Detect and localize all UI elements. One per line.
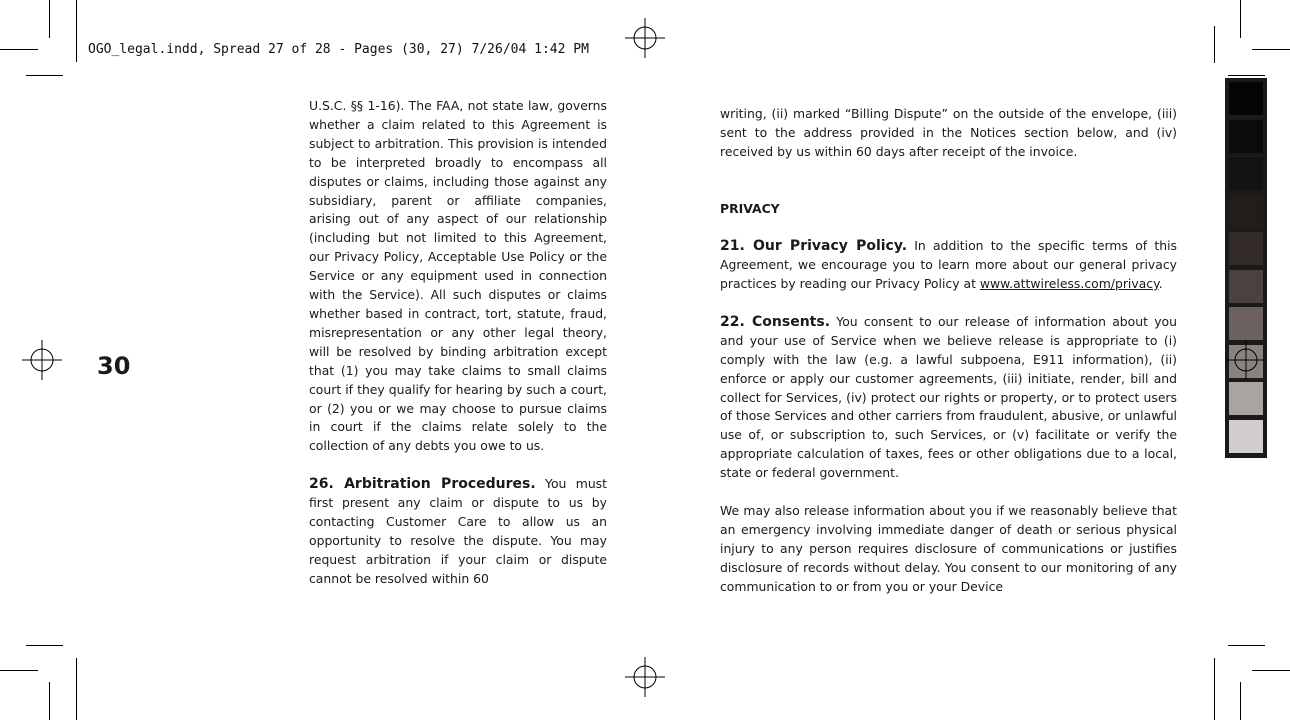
crop-mark bbox=[1214, 658, 1215, 720]
crop-mark bbox=[0, 49, 38, 50]
punctuation: . bbox=[1158, 276, 1163, 292]
section-21 bbox=[720, 237, 1177, 294]
privacy-heading: PRIVACY bbox=[720, 200, 780, 216]
page-number: 30 bbox=[97, 352, 131, 380]
color-swatch bbox=[1229, 307, 1263, 340]
registration-mark-icon bbox=[625, 657, 665, 697]
crop-mark bbox=[76, 0, 77, 62]
section-heading: 22. Consents. bbox=[720, 313, 831, 330]
section-text: You consent to our release of information about you and your use of Service when we believe release is appropriate to (i) comply with the law (e.g. a lawful subpoena, E911 information), (ii) enforce or apply our customer agreements, (iii) initiate, render, bill and collect for Services, (iv) protect our rights or property, or to protect users of those Services and other carriers from fraudulent, abusive, or unlawful use of, or subscription to, such Services, or (v) facilitate or verify the appropriate calculation of taxes, fees or other obligations due to a local, state or federal government. bbox=[720, 313, 1177, 481]
color-swatch bbox=[1229, 157, 1263, 190]
crop-mark bbox=[1252, 670, 1290, 671]
privacy-policy-link[interactable]: www.attwireless.com/privacy bbox=[979, 276, 1159, 292]
paragraph: We may also release information about you if we reasonably believe that an emergency involving immediate danger of death or serious physical injury to any person requires disclosure of communications or justifies disclosure of records without delay. You consent to our monitoring of any communication to or from you or your Device bbox=[720, 502, 1177, 594]
left-column bbox=[309, 97, 607, 589]
crop-mark bbox=[76, 658, 77, 720]
registration-mark-icon bbox=[22, 340, 62, 380]
section-text: In addition to the specific terms of this Agreement, we encourage you to learn more about our general privacy practices by reading our Privacy Policy at bbox=[720, 238, 1177, 292]
section-text: You must first present any claim or dispute to us by contacting Customer Care to allow us an opportunity to resolve the dispute. You may request arbitration if your claim or dispute cannot be resolved within 60 bbox=[309, 476, 607, 586]
section-26 bbox=[309, 475, 607, 588]
section-22 bbox=[720, 313, 1177, 483]
crop-mark bbox=[26, 75, 63, 76]
color-swatch bbox=[1229, 382, 1263, 415]
right-column bbox=[720, 105, 1177, 596]
color-swatch bbox=[1229, 270, 1263, 303]
slug-line: OGO_legal.indd, Spread 27 of 28 - Pages (30, 27) 7/26/04 1:42 PM bbox=[88, 42, 589, 57]
section-heading: 21. Our Privacy Policy. bbox=[720, 238, 908, 255]
registration-mark-icon bbox=[1226, 340, 1266, 380]
color-swatch bbox=[1229, 420, 1263, 453]
crop-mark bbox=[49, 0, 50, 38]
crop-mark bbox=[1228, 645, 1265, 646]
crop-mark bbox=[49, 682, 50, 720]
crop-mark bbox=[1252, 49, 1290, 50]
color-swatch-bar bbox=[1225, 78, 1267, 458]
color-swatch bbox=[1229, 195, 1263, 228]
paragraph: writing, (ii) marked “Billing Dispute” on the outside of the envelope, (iii) sent to the address provided in the Notices section below, and (iv) received by us within 60 days after receipt of the invoice. bbox=[720, 106, 1177, 159]
paragraph: U.S.C. §§ 1-16). The FAA, not state law, governs whether a claim related to this Agreement is subject to arbitration. This provision is intended to be interpreted broadly to encompass all disputes or claims, including those against any subsidiary, parent or affiliate companies, arising out of any aspect of our relationship (including but not limited to this Agreement, our Privacy Policy, Acceptable Use Policy or the Service or any equipment used in connection with the Service). All such disputes or claims whether based in contract, tort, statute, fraud, misrepresentation or any other legal theory, will be resolved by binding arbitration except that (1) you may take claims to small claims court if they qualify for hearing by such a court, or (2) you or we may choose to pursue claims in court if the claims relate solely to the collection of any debts you owe to us. bbox=[309, 98, 607, 454]
registration-mark-icon bbox=[625, 18, 665, 58]
crop-mark bbox=[1228, 75, 1265, 76]
crop-mark bbox=[0, 670, 38, 671]
color-swatch bbox=[1229, 232, 1263, 265]
crop-mark bbox=[26, 645, 63, 646]
color-swatch bbox=[1229, 82, 1263, 115]
section-heading: 26. Arbitration Procedures. bbox=[309, 476, 536, 493]
crop-mark bbox=[1240, 682, 1241, 720]
color-swatch bbox=[1229, 120, 1263, 153]
crop-mark bbox=[1214, 26, 1215, 63]
crop-mark bbox=[1240, 0, 1241, 38]
